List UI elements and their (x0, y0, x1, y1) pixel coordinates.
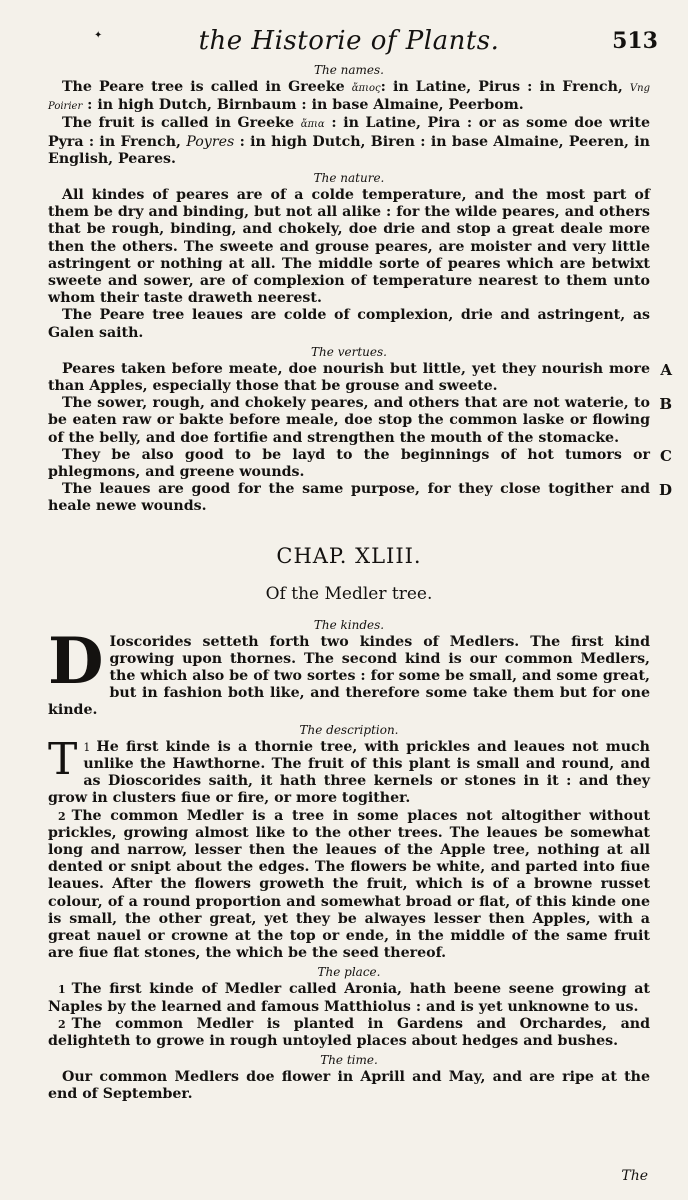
margin-letter-c: C (660, 446, 672, 465)
section-heading-description: The description. (299, 722, 399, 737)
margin-letter-d: D (658, 481, 672, 500)
vertues-row-a (48, 360, 672, 395)
place-paragraph-1: 1 The first kinde of Medler called Aronia, hath beene seene growing at Naples by the learned and famous Matthiolus : and is yet unknowne to us. (48, 981, 650, 1015)
vertues-paragraph-3: They be also good to be layd to the beginnings of hot tumors or phlegmons, and greene wounds. (48, 446, 650, 481)
vertues-paragraph-1: Peares taken before meate, doe nourish but little, yet they nourish more than Apples, especially those that be grouse and sweete. (48, 360, 650, 395)
section-heading-nature: The nature. (313, 171, 385, 186)
chapter-number: CHAP. XLIII. (276, 543, 422, 568)
description-paragraph-2: 2 The common Medler is a tree in some places not altogither without prickles, growing almost like to the other trees. The leaues be somewhat long and narrow, lesser then the leaues of the Apple tree, nothing at all dented or snipt about the edges. The flowers be white, and parted into fiue leaues. After the flowers groweth the fruit, which is of a browne russet colour, of a round proportion and somewhat broad or flat, of this kinde one is small, the other great, yet they be alwayes lesser then Apples, with a great nauel or crowne at the top or ende, in the middle of the same fruit are fiue flat stones, the which be the seed thereof. (48, 807, 650, 962)
drop-cap-t: T (48, 733, 78, 785)
margin-letter-b: B (659, 395, 672, 414)
vertues-paragraph-4: The leaues are good for the same purpose, for they close togither and heale newe wounds. (48, 481, 650, 515)
running-head (48, 20, 658, 60)
vertues-row-c (48, 446, 672, 481)
section-heading-names: The names. (314, 63, 384, 77)
time-paragraph: Our common Medlers doe flower in Aprill and May, and are ripe at the end of September. (48, 1069, 650, 1103)
drop-cap-d: D (48, 623, 104, 699)
description-paragraph-1: 1 T He first kinde is a thornie tree, with prickles and leaues not much unlike the Hawthorne. The fruit of this plant is small and round, and as Dioscorides saith, it hath three kernels or stones in it : and they grow in clusters fiue or fire, or more togither. (48, 733, 650, 807)
section-heading-time: The time. (320, 1053, 378, 1068)
catchword: The (621, 1168, 648, 1184)
names-paragraph-2: The fruit is called in Greeke ἄπια : in Latine, Pira : or as some doe write Pyra : in French, Poyres : in high Dutch, Biren : in base Almaine, Peeren, in English, Peares. (48, 115, 650, 167)
nature-paragraph-2: The Peare tree leaues are colde of complexion, drie and astringent, as Galen saith. (48, 307, 650, 341)
page-number: 513 (612, 28, 658, 54)
section-heading-place: The place. (317, 965, 381, 980)
chapter-title: Of the Medler tree. (265, 583, 433, 604)
printer-mark: ✦ (94, 30, 103, 41)
kindes-paragraph: D Ioscorides setteth forth two kindes of Medlers. The first kind growing upon thornes. The second kind is our common Medlers, the which also be of two sortes : for some be small, and some great, but in fashion both like, and therefore some take them but for one kinde. (48, 623, 650, 719)
vertues-row-b (48, 395, 672, 447)
vertues-row-d (48, 481, 672, 515)
section-heading-vertues: The vertues. (311, 344, 387, 359)
vertues-paragraph-2: The sower, rough, and chokely peares, and others that are not waterie, to be eaten raw or bakte before meale, doe stop the common laske or flowing of the belly, and doe fortifie and strengthen the mouth of the stomacke. (48, 395, 650, 446)
place-paragraph-2: 2 The common Medler is planted in Gardens and Orchardes, and delighteth to growe in rough untoyled places about hedges and bushes. (48, 1015, 650, 1049)
margin-letter-a: A (660, 360, 672, 379)
nature-paragraph-1: All kindes of peares are of a colde temperature, and the most part of them be dry and binding, but not all alike : for the wilde peares, and others that be rough, binding, and chokely, doe drie and stop a great deale more then the others. The sweete and grouse peares, are moister and very little astringent or nothing at all. The middle sorte of peares which are betwixt sweete and sower, are of complexion of temperature nearest to them unto whom their taste draweth neerest. (48, 187, 650, 307)
section-heading-kindes: The kindes. (313, 617, 385, 632)
names-paragraph-1: The Peare tree is called in Greeke ἄπιος: in Latine, Pirus : in French, Vng Poirier : in high Dutch, Birnbaum : in base Almaine, Peerbom. (48, 79, 650, 114)
running-title: the Historie of Plants. (198, 26, 500, 56)
